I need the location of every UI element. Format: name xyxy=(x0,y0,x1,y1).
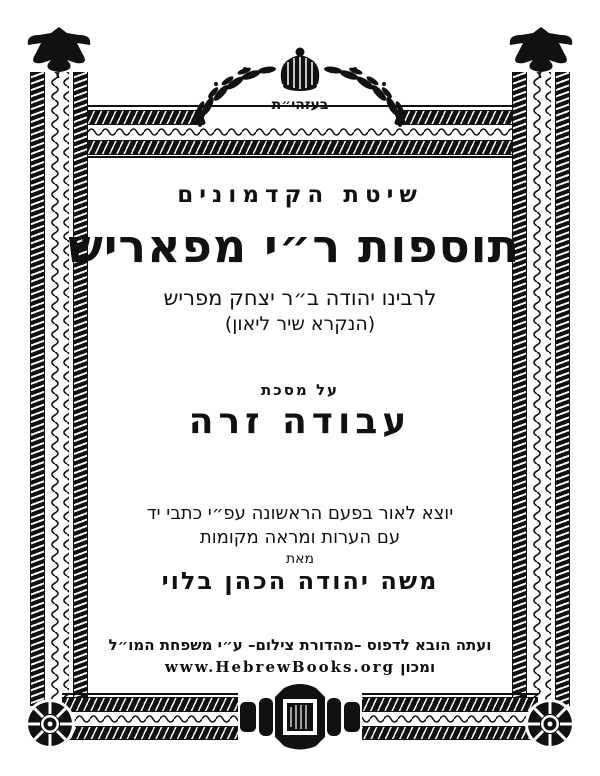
center-medallion-ornament xyxy=(238,680,362,752)
top-rule-lower xyxy=(88,156,512,158)
left-rosette-ornament xyxy=(24,698,76,750)
imprint-line: ועתה הובא לדפוס –מהדורת צילום– ע״י משפחת המו״ל xyxy=(108,636,492,654)
pillar-strip xyxy=(30,72,45,706)
author-alias: (הנקרא שיר ליאון) xyxy=(224,313,376,335)
frame-right-pillar xyxy=(512,72,570,706)
main-title: תוספות ר״י מפאריש xyxy=(67,219,520,273)
imprint-publisher-line xyxy=(80,658,520,676)
right-capital-ornament xyxy=(499,26,583,78)
right-rosette-ornament xyxy=(524,698,576,750)
series-title: שיטת הקדמונים xyxy=(177,182,423,208)
by-label: מאת xyxy=(285,551,315,567)
pillar-wavy-line xyxy=(531,72,551,706)
left-capital-ornament xyxy=(17,26,101,78)
laurel-right-branch xyxy=(324,63,408,127)
hebrewbooks-url-text: www.HebrewBooks.org xyxy=(164,658,396,676)
top-band-lower xyxy=(88,140,512,155)
editor-name: משה יהודה הכהן בלוי xyxy=(161,567,439,595)
tractate-name: עבודה זרה xyxy=(188,401,412,442)
on-tractate-label: על מסכת xyxy=(260,381,340,399)
blessing-text: בעזהי״ת xyxy=(271,97,329,113)
author-attribution: לרבינו יהודה ב״ר יצחק מפריש xyxy=(163,286,437,310)
imprint-institute-label: ומכון xyxy=(400,658,436,676)
edition-note-line2: עם הערות ומראה מקומות xyxy=(199,527,401,548)
pillar-wavy-line xyxy=(49,72,69,706)
laurel-left-branch xyxy=(193,63,277,127)
pillar-strip xyxy=(555,72,570,706)
edition-note-line1: יוצא לאור בפעם הראשונה עפ״י כתבי יד xyxy=(146,503,454,524)
laurel-wreath-crown-ornament xyxy=(190,44,410,132)
